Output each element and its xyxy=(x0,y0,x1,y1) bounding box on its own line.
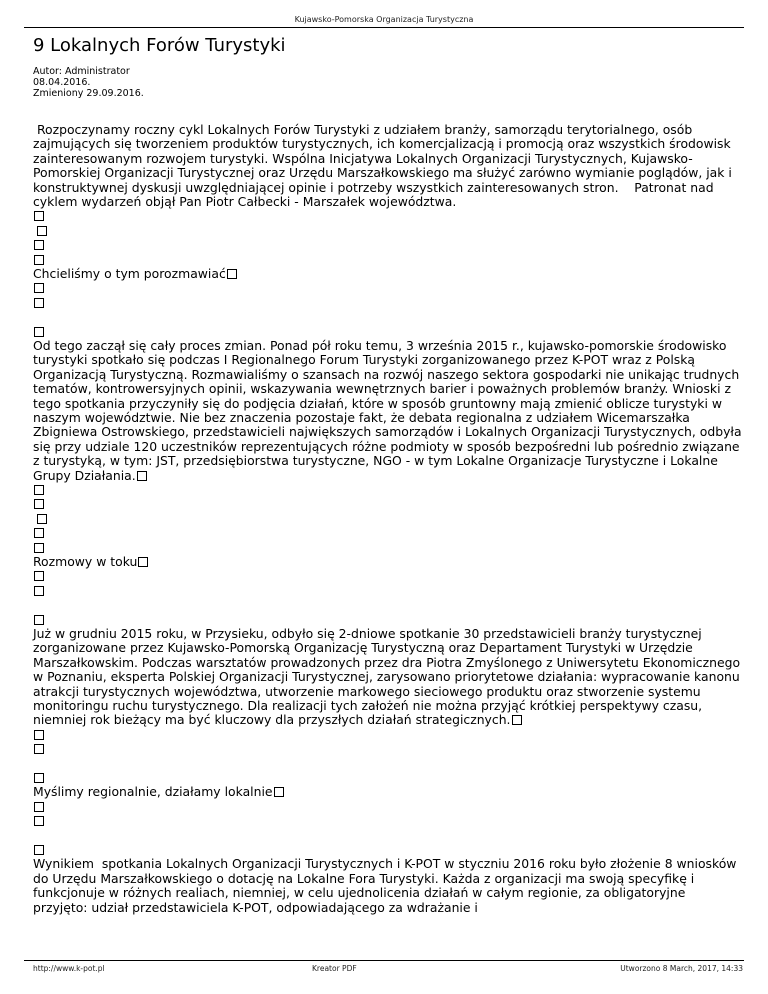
missing-glyph-icon xyxy=(274,787,284,797)
body-paragraph: Już w grudniu 2015 roku, w Przysieku, odbyło się 2-dniowe spotkanie 30 przedstawicieli branży turystycznej zorganizowane przez Kujawsko-Pomorską Organizację Turystyczną oraz Departament Turystyki w Urzędzie Marszałkowskim. Podczas warsztatów prowadzonych przez dra Piotra Zmyślonego z Uniwersytetu Ekonomicznego w Poznaniu, eksperta Polskiej Organizacji Turystycznej, zarysowano priorytetowe działania: wypracowanie kanonu atrakcji turystycznych województwa, utworzenie markowego sieciowego produktu oraz stworzenie systemu monitoringu ruchu turystycznego. Dla realizacji tych założeń nie można przyjąć krótkiej perspektywy czasu, niemniej rok bieżący ma być kluczowy dla przyszłych działań strategicznych. xyxy=(33,625,744,728)
header-rule xyxy=(24,27,744,28)
missing-glyph-icon xyxy=(34,485,44,495)
missing-glyph-icon xyxy=(34,499,44,509)
missing-glyph-icon xyxy=(34,730,44,740)
section-heading: Myślimy regionalnie, działamy lokalnie xyxy=(33,785,743,799)
missing-glyph-icon xyxy=(34,327,44,337)
missing-glyph-icon xyxy=(34,744,44,754)
section-heading: Rozmowy w toku xyxy=(33,555,743,569)
page-header: Kujawsko-Pomorska Organizacja Turystyczna xyxy=(294,15,474,24)
missing-glyph-icon xyxy=(34,845,44,855)
footer-url: http://www.k-pot.pl xyxy=(33,964,105,973)
missing-glyph-icon xyxy=(34,571,44,581)
footer-rule xyxy=(24,960,744,961)
article-title: 9 Lokalnych Forów Turystyki xyxy=(33,35,286,56)
article-meta xyxy=(33,66,144,99)
missing-glyph-icon xyxy=(227,269,237,279)
missing-glyph-icon xyxy=(512,715,522,725)
missing-glyph-icon xyxy=(34,802,44,812)
footer-generator: Kreator PDF xyxy=(312,964,357,973)
missing-glyph-icon xyxy=(34,283,44,293)
missing-glyph-icon xyxy=(34,298,44,308)
missing-glyph-icon xyxy=(34,528,44,538)
missing-glyph-icon xyxy=(34,211,44,221)
article-body xyxy=(33,122,746,915)
publish-date: 08.04.2016. xyxy=(33,77,91,88)
section-heading: Chcieliśmy o tym porozmawiać xyxy=(33,267,743,281)
body-paragraph: Od tego zaczął się cały proces zmian. Ponad pół roku temu, 3 września 2015 r., kujawsko-pomorskie środowisko turystyki spotkało się podczas I Regionalnego Forum Turystyki zorganizowanego przez K-POT wraz z Polską Organizacją Turystyczną. Rozmawialiśmy o szansach na rozwój naszego sektora gospodarki nie unikając trudnych tematów, kontrowersyjnych opinii, wskazywania wewnętrznych barier i poważnych problemów branży. Wnioski z tego spotkania przyczyniły się do podjęcia działań, które w sposób gruntowny mają zmienić oblicze turystyki w naszym województwie. Nie bez znaczenia pozostaje fakt, że debata regionalna z udziałem Wicemarszałka Zbigniewa Ostrowskiego, przedstawicieli największych samorządów i Lokalnych Organizacji Turystycznych, odbyła się przy udziale 120 uczestników reprezentujących różne podmioty w sposób bezpośredni lub pośrednio związane z turystyką, w tym: JST, przedsiębiorstwa turystyczne, NGO - w tym Lokalne Organizacje Turystyczne i Lokalne Grupy Działania. xyxy=(33,337,746,483)
missing-glyph-icon xyxy=(34,543,44,553)
missing-glyph-icon xyxy=(37,226,47,236)
missing-glyph-icon xyxy=(34,773,44,783)
missing-glyph-icon xyxy=(34,816,44,826)
missing-glyph-icon xyxy=(34,240,44,250)
missing-glyph-icon xyxy=(34,586,44,596)
missing-glyph-icon xyxy=(138,557,148,567)
missing-glyph-icon xyxy=(34,615,44,625)
missing-glyph-icon xyxy=(37,514,47,524)
intro-paragraph: Rozpoczynamy roczny cykl Lokalnych Forów Turystyki z udziałem branży, samorządu terytorialnego, osób zajmujących się tworzeniem produktów turystycznych, ich komercjalizacją i promocją oraz wszystkich środowisk zainteresowanym rozwojem turystyki. Wspólna Inicjatywa Lokalnych Organizacji Turystycznych, Kujawsko-Pomorskiej Organizacji Turystycznej oraz Urzędu Marszałkowskiego ma służyć zarówno wymianie poglądów, jak i konstruktywnej dyskusji uwzględniającej opinie i potrzeby wszystkich zainteresowanych stron. Patronat nad cyklem wydarzeń objął Pan Piotr Całbecki - Marszałek województwa. xyxy=(33,122,736,210)
missing-glyph-icon xyxy=(137,471,147,481)
missing-glyph-icon xyxy=(34,255,44,265)
author: Autor: Administrator xyxy=(33,66,130,77)
modified-date: Zmieniony 29.09.2016. xyxy=(33,88,144,99)
body-paragraph: Wynikiem spotkania Lokalnych Organizacji Turystycznych i K-POT w styczniu 2016 roku było złożenie 8 wniosków do Urzędu Marszałkowskiego o dotację na Lokalne Fora Turystyki. Każda z organizacji ma swoją specyfikę i funkcjonuje w różnych realiach, niemniej, w celu ujednolicenia działań w całym regionie, za obligatoryjne przyjęto: udział przedstawiciela K-POT, odpowiadającego za wdrażanie i xyxy=(33,856,741,915)
footer-created: Utworzono 8 March, 2017, 14:33 xyxy=(620,964,743,973)
